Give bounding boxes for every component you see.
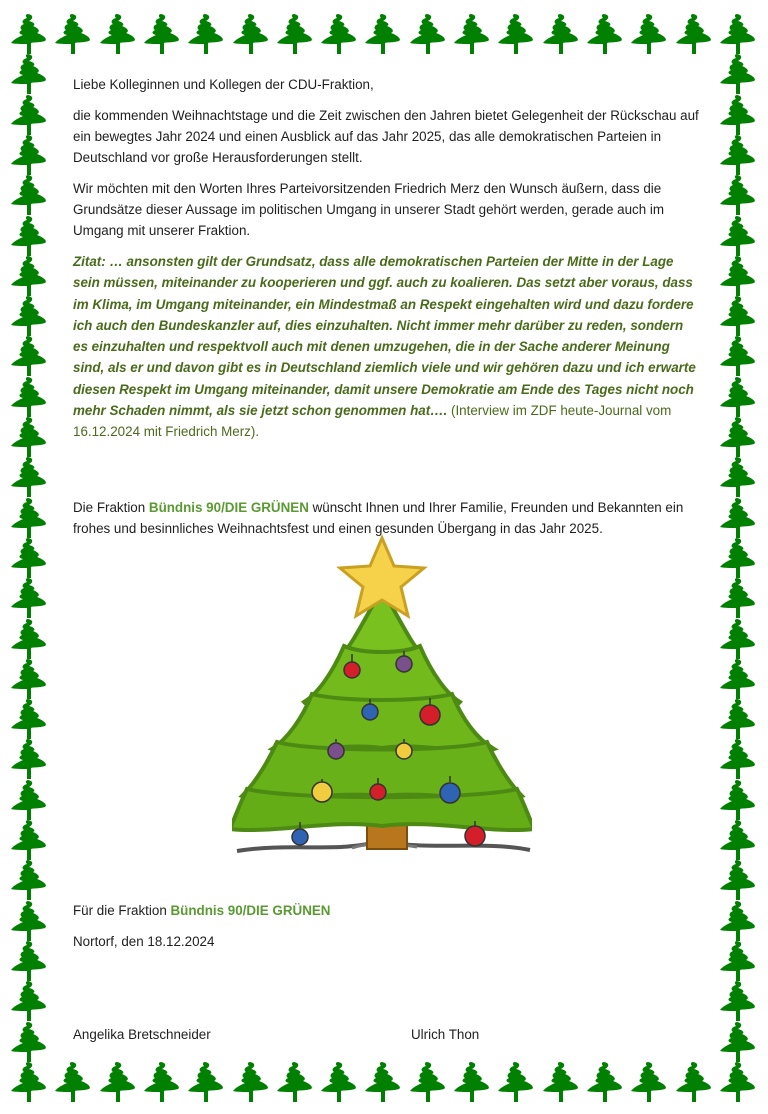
pine-tree-icon bbox=[717, 375, 761, 419]
wish-suffix: wünscht Ihnen und Ihrer Familie, Freunden und Bekannten ein frohes und besinnliches Weihnachtsfest und einen gesunden Übergang in das Jahr 2025. bbox=[73, 500, 684, 537]
pine-tree-icon bbox=[717, 899, 761, 943]
pine-tree-icon bbox=[717, 737, 761, 781]
pine-tree-icon bbox=[8, 254, 52, 298]
pine-tree-icon bbox=[8, 455, 52, 499]
pine-tree-icon bbox=[717, 294, 761, 338]
pine-tree-icon bbox=[717, 939, 761, 983]
pine-tree-icon bbox=[495, 12, 539, 56]
pine-tree-icon bbox=[717, 455, 761, 499]
pine-tree-icon bbox=[717, 415, 761, 459]
pine-tree-icon bbox=[8, 697, 52, 741]
pine-tree-icon bbox=[318, 12, 362, 56]
pine-tree-icon bbox=[8, 52, 52, 96]
pine-tree-icon bbox=[8, 737, 52, 781]
pine-tree-icon bbox=[8, 657, 52, 701]
pine-tree-icon bbox=[8, 818, 52, 862]
pine-tree-icon bbox=[97, 12, 141, 56]
pine-tree-icon bbox=[8, 173, 52, 217]
christmas-tree-icon bbox=[232, 534, 532, 864]
pine-tree-icon bbox=[717, 52, 761, 96]
pine-tree-icon bbox=[8, 334, 52, 378]
pine-tree-icon bbox=[185, 12, 229, 56]
pine-tree-icon bbox=[52, 1060, 96, 1104]
pine-tree-icon bbox=[407, 1060, 451, 1104]
pine-tree-icon bbox=[230, 1060, 274, 1104]
pine-tree-icon bbox=[97, 1060, 141, 1104]
pine-tree-icon bbox=[8, 858, 52, 902]
salutation: Liebe Kolleginnen und Kollegen der CDU-Fraktion, bbox=[73, 77, 374, 92]
pine-tree-icon bbox=[717, 496, 761, 540]
pine-tree-icon bbox=[717, 979, 761, 1023]
pine-tree-icon bbox=[8, 133, 52, 177]
pine-tree-icon bbox=[451, 1060, 495, 1104]
wish-prefix: Die Fraktion bbox=[73, 500, 149, 516]
pine-tree-icon bbox=[673, 1060, 717, 1104]
pine-tree-icon bbox=[8, 496, 52, 540]
pine-tree-icon bbox=[8, 214, 52, 258]
pine-tree-icon bbox=[8, 415, 52, 459]
pine-tree-icon bbox=[717, 576, 761, 620]
pine-tree-icon bbox=[8, 294, 52, 338]
closing-prefix: Für die Fraktion bbox=[73, 903, 171, 918]
pine-tree-icon bbox=[717, 617, 761, 661]
pine-tree-icon bbox=[8, 1060, 52, 1104]
pine-tree-icon bbox=[362, 1060, 406, 1104]
pine-tree-icon bbox=[717, 173, 761, 217]
pine-tree-icon bbox=[717, 1060, 761, 1104]
pine-tree-icon bbox=[8, 536, 52, 580]
pine-tree-icon bbox=[230, 12, 274, 56]
pine-tree-icon bbox=[362, 12, 406, 56]
pine-tree-icon bbox=[8, 979, 52, 1023]
pine-tree-icon bbox=[141, 1060, 185, 1104]
pine-tree-icon bbox=[673, 12, 717, 56]
pine-tree-icon bbox=[584, 12, 628, 56]
quote-source: (Interview im ZDF heute-Journal vom 16.12.2024 mit Friedrich Merz). bbox=[73, 403, 672, 440]
pine-tree-icon bbox=[628, 1060, 672, 1104]
merz-quote bbox=[73, 251, 701, 443]
pine-tree-icon bbox=[495, 1060, 539, 1104]
pine-tree-icon bbox=[8, 899, 52, 943]
pine-tree-icon bbox=[185, 1060, 229, 1104]
pine-tree-icon bbox=[717, 1020, 761, 1064]
closing-line bbox=[73, 903, 330, 918]
pine-tree-icon bbox=[717, 536, 761, 580]
pine-tree-icon bbox=[717, 133, 761, 177]
pine-tree-icon bbox=[274, 1060, 318, 1104]
signatory-left: Angelika Bretschneider bbox=[73, 1027, 211, 1042]
pine-tree-icon bbox=[8, 778, 52, 822]
pine-tree-icon bbox=[717, 818, 761, 862]
pine-tree-icon bbox=[717, 778, 761, 822]
pine-tree-icon bbox=[717, 214, 761, 258]
pine-tree-icon bbox=[584, 1060, 628, 1104]
place-date: Nortorf, den 18.12.2024 bbox=[73, 934, 215, 949]
pine-tree-icon bbox=[8, 939, 52, 983]
pine-tree-icon bbox=[8, 576, 52, 620]
pine-tree-icon bbox=[274, 12, 318, 56]
party-name: Bündnis 90/DIE GRÜNEN bbox=[148, 500, 309, 516]
quote-text: Zitat: … ansonsten gilt der Grundsatz, dass alle demokratischen Parteien der Mitte in der Lage sein müssen, miteinander zu kooperieren und ggf. auch zu koalieren. Das setzt aber voraus, dass im Klima, im Umgang miteinander, ein Mindestmaß an Respekt eingehalten wird und dazu fordere ich auch den Bundeskanzler auf, dies einzuhalten. Nicht immer mehr darüber zu reden, sondern es einzuhalten und respektvoll auch mit denen umzugehen, die in der Sache anderer Meinung sind, als er und davon gibt es in Deutschland ziemlich viele und wir gehören dazu und ich erwarte diesen Respekt im Umgang miteinander, damit unsere Demokratie am Ende des Tages nicht noch mehr Schaden nimmt, als sie jetzt schon genommen hat…. bbox=[73, 254, 696, 419]
pine-tree-icon bbox=[8, 617, 52, 661]
paragraph-intro: die kommenden Weihnachtstage und die Zeit zwischen den Jahren bietet Gelegenheit der Rückschau auf ein bewegtes Jahr 2024 und einen Ausblick auf das Jahr 2025, das alle demokratischen Parteien in Deutschland vor große Herausforderungen stellt. bbox=[73, 108, 699, 165]
pine-tree-icon bbox=[717, 334, 761, 378]
paragraph-request: Wir möchten mit den Worten Ihres Parteivorsitzenden Friedrich Merz den Wunsch äußern, dass die Grundsätze dieser Aussage im politischen Umgang in unserer Stadt gehört werden, gerade auch im Umgang mit unserer Fraktion. bbox=[73, 181, 665, 238]
pine-tree-icon bbox=[717, 697, 761, 741]
pine-tree-icon bbox=[717, 657, 761, 701]
letter-body bbox=[73, 74, 701, 443]
pine-tree-icon bbox=[8, 93, 52, 137]
pine-tree-icon bbox=[8, 12, 52, 56]
pine-tree-icon bbox=[540, 12, 584, 56]
pine-tree-icon bbox=[8, 375, 52, 419]
signatory-right: Ulrich Thon bbox=[411, 1027, 480, 1042]
pine-tree-icon bbox=[540, 1060, 584, 1104]
pine-tree-icon bbox=[717, 858, 761, 902]
party-name-closing: Bündnis 90/DIE GRÜNEN bbox=[170, 903, 331, 918]
pine-tree-icon bbox=[628, 12, 672, 56]
pine-tree-icon bbox=[717, 93, 761, 137]
pine-tree-icon bbox=[8, 1020, 52, 1064]
pine-tree-icon bbox=[141, 12, 185, 56]
pine-tree-icon bbox=[717, 254, 761, 298]
pine-tree-icon bbox=[717, 12, 761, 56]
pine-tree-icon bbox=[407, 12, 451, 56]
pine-tree-icon bbox=[451, 12, 495, 56]
pine-tree-icon bbox=[318, 1060, 362, 1104]
pine-tree-icon bbox=[52, 12, 96, 56]
